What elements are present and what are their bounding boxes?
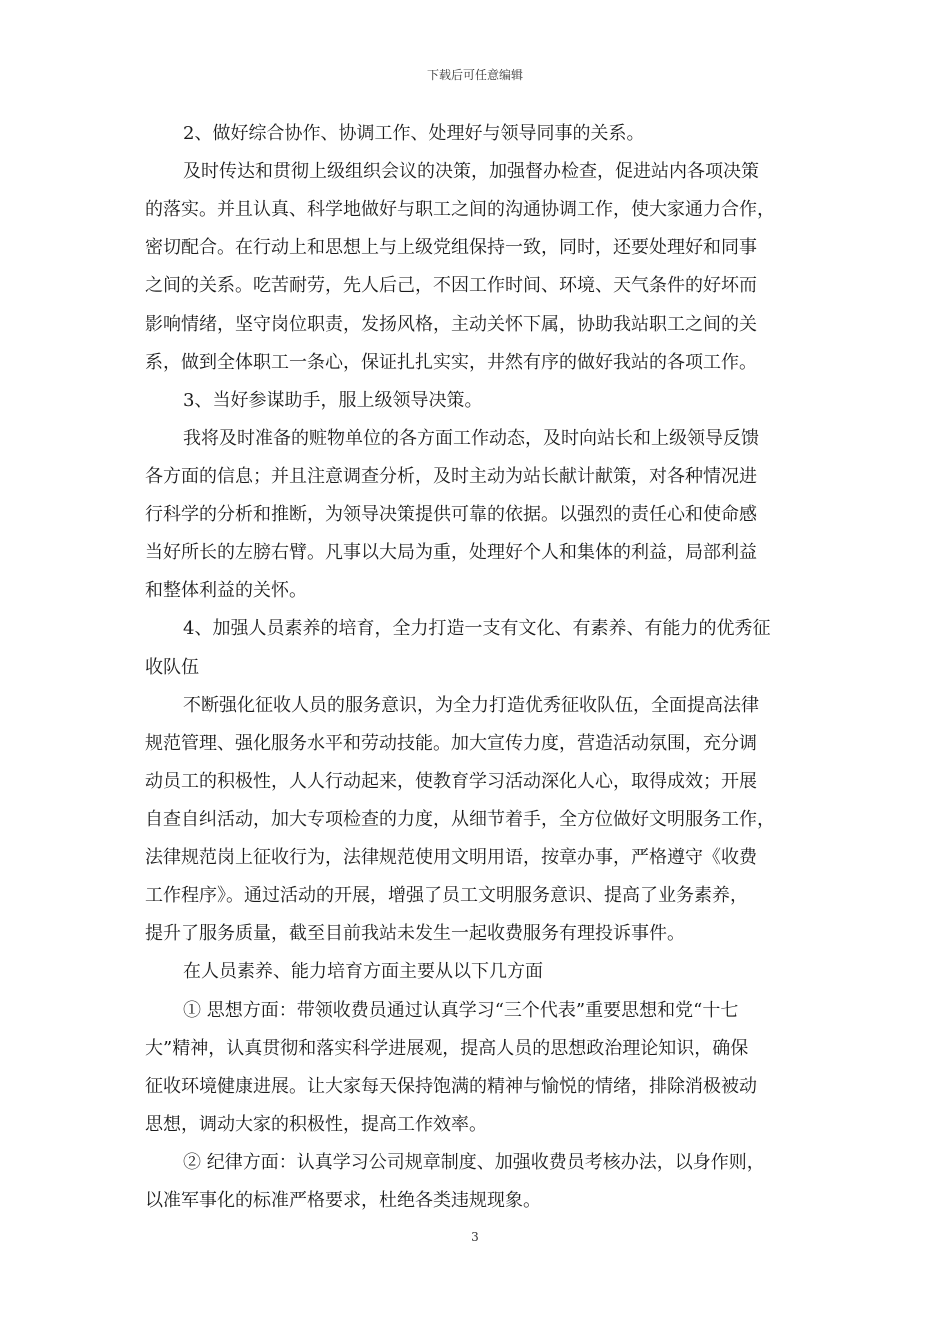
paragraph-line: 当好所长的左膀右臂。凡事以大局为重，处理好个人和集体的利益，局部利益 (145, 542, 757, 564)
body-text (145, 118, 809, 1223)
paragraph-line: 之间的关系。吃苦耐劳，先人后己，不因工作时间、环境、天气条件的好坏而 (145, 275, 757, 297)
list-item-line: ② 纪律方面：认真学习公司规章制度、加强收费员考核办法，以身作则， (183, 1151, 765, 1173)
section-heading-continuation: 收队伍 (145, 656, 199, 678)
paragraph-line: 在人员素养、能力培育方面主要从以下几方面 (183, 961, 543, 983)
list-item-line: ① 思想方面：带领收费员通过认真学习“三个代表”重要思想和党“十七 (183, 999, 739, 1021)
paragraph-line: 以准军事化的标准严格要求，杜绝各类违规现象。 (145, 1190, 541, 1212)
paragraph-line: 和整体利益的关怀。 (145, 580, 307, 602)
paragraph-line: 不断强化征收人员的服务意识，为全力打造优秀征收队伍，全面提高法律 (183, 694, 759, 716)
paragraph-line: 密切配合。在行动上和思想上与上级党组保持一致，同时，还要处理好和同事 (145, 237, 757, 259)
paragraph-line: 思想，调动大家的积极性，提高工作效率。 (145, 1113, 487, 1135)
paragraph-line: 规范管理、强化服务水平和劳动技能。加大宣传力度，营造活动氛围，充分调 (145, 732, 757, 754)
section-heading: 3、当好参谋助手，服上级领导决策。 (183, 389, 483, 411)
paragraph-line: 系，做到全体职工一条心，保证扎扎实实，井然有序的做好我站的各项工作。 (145, 351, 757, 373)
paragraph-line: 及时传达和贯彻上级组织会议的决策，加强督办检查，促进站内各项决策 (183, 161, 759, 183)
paragraph-line: 法律规范岗上征收行为，法律规范使用文明用语，按章办事，严格遵守《收费 (145, 847, 757, 869)
paragraph-line: 的落实。并且认真、科学地做好与职工之间的沟通协调工作，使大家通力合作， (145, 199, 775, 221)
section-heading: 2、做好综合协作、协调工作、处理好与领导同事的关系。 (183, 123, 645, 144)
paragraph-line: 我将及时准备的赃物单位的各方面工作动态，及时向站长和上级领导反馈 (183, 427, 759, 449)
paragraph-line: 自查自纠活动，加大专项检查的力度，从细节着手，全方位做好文明服务工作， (145, 808, 775, 830)
paragraph-line: 提升了服务质量，截至目前我站未发生一起收费服务有理投诉事件。 (145, 923, 685, 945)
section-heading: 4、加强人员素养的培育，全力打造一支有文化、有素养、有能力的优秀征 (183, 618, 771, 640)
paragraph-line: 行科学的分析和推断，为领导决策提供可靠的依据。以强烈的责任心和使命感 (145, 504, 757, 526)
paragraph-line: 动员工的积极性，人人行动起来，使教育学习活动深化人心，取得成效；开展 (145, 770, 757, 792)
paragraph-line: 影响情绪，坚守岗位职责，发扬风格，主动关怀下属，协助我站职工之间的关 (145, 313, 757, 335)
page-number: 3 (471, 1230, 479, 1244)
paragraph-line: 大”精神，认真贯彻和落实科学进展观，提高人员的思想政治理论知识，确保 (145, 1037, 749, 1059)
page-header: 下载后可任意编辑 (426, 68, 523, 82)
paragraph-line: 工作程序》。通过活动的开展，增强了员工文明服务意识、提高了业务素养， (145, 885, 748, 907)
paragraph-line: 征收环境健康进展。让大家每天保持饱满的精神与愉悦的情绪，排除消极被动 (145, 1075, 757, 1097)
paragraph-line: 各方面的信息；并且注意调查分析，及时主动为站长献计献策，对各种情况进 (145, 465, 757, 487)
